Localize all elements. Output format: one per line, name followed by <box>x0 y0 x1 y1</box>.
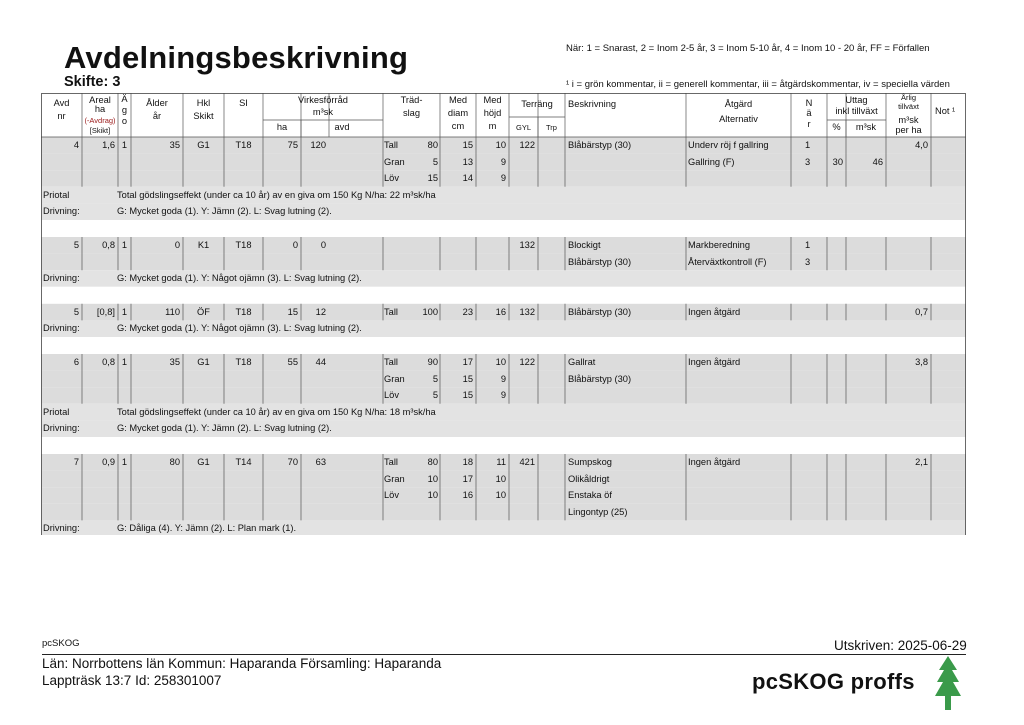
note-text: Total gödslingseffekt (under ca 10 år) av en giva om 150 Kg N/ha: 22 m³sk/ha <box>117 189 436 200</box>
header-nar-2: ä <box>806 108 812 118</box>
note-label: Priotal <box>43 406 70 417</box>
cell-si: T18 <box>235 306 252 317</box>
legend-comments: ¹ i = grön kommentar, ii = generell kommentar, iii = åtgärdskommentar, iv = speciella värden <box>566 79 950 90</box>
cell-atgard: Gallring (F) <box>688 156 735 167</box>
cell-atgard: Ingen åtgärd <box>688 457 741 467</box>
header-uttag-2: inkl tillväxt <box>835 106 878 116</box>
cell-tradslag: Löv <box>384 490 399 501</box>
cell-vha: 0 <box>292 240 298 250</box>
cell-hojd: 9 <box>500 173 506 184</box>
header-diam-cm: cm <box>451 121 465 131</box>
header-si: SI <box>239 98 248 108</box>
cell-hojd: 9 <box>500 156 506 167</box>
header-virkesforrad: Virkesförråd <box>298 95 348 105</box>
cell-avd: 4 <box>73 140 79 150</box>
header-areal: Areal <box>89 95 111 105</box>
cell-tradslag: Gran <box>384 156 405 167</box>
cell-diam: 13 <box>462 156 473 167</box>
cell-diam: 15 <box>462 390 473 401</box>
cell-beskrivning: Blåbärstyp (30) <box>568 306 632 317</box>
header-areal-sub: [Skikt] <box>89 126 111 135</box>
cell-diam: 17 <box>462 357 473 367</box>
cell-si: T18 <box>235 140 252 150</box>
cell-atgard: Återväxtkontroll (F) <box>688 256 767 267</box>
cell-vha: 55 <box>287 357 298 367</box>
cell-tradslag-pct: 10 <box>427 490 438 501</box>
header-hojd: Med <box>483 95 502 105</box>
printed-date: Utskriven: 2025-06-29 <box>834 638 967 653</box>
header-avd-nr: nr <box>57 111 66 121</box>
cell-hojd: 10 <box>495 357 506 367</box>
cell-beskrivning: Blåbärstyp (30) <box>568 373 632 384</box>
cell-ago: 1 <box>121 357 128 367</box>
header-hkl-skikt: Skikt <box>193 111 214 121</box>
cell-tillv: 0,7 <box>915 306 928 317</box>
cell-si: T14 <box>235 457 252 467</box>
header-hojd-m: m <box>488 121 497 131</box>
cell-gyl: 421 <box>519 457 535 467</box>
cell-diam: 17 <box>462 473 473 484</box>
header-diam: Med <box>448 95 468 105</box>
note-label: Drivning: <box>43 423 80 434</box>
cell-vha: 70 <box>287 457 298 467</box>
cell-avd: 5 <box>73 306 79 317</box>
cell-hojd: 9 <box>500 373 506 384</box>
note-label: Drivning: <box>43 273 80 284</box>
header-beskrivning: Beskrivning <box>568 99 617 109</box>
note-text: G: Dåliga (4). Y: Jämn (2). L: Plan mark (1). <box>117 523 297 534</box>
cell-tillv: 3,8 <box>915 357 928 367</box>
header-avd: Avd <box>53 98 70 108</box>
cell-diam: 23 <box>462 306 473 317</box>
cell-gyl: 132 <box>519 240 535 250</box>
cell-nar: 3 <box>805 156 811 167</box>
header-alder-ar: år <box>152 111 162 121</box>
cell-tillv: 4,0 <box>915 140 928 150</box>
cell-tradslag-pct: 5 <box>432 373 438 384</box>
header-atgard: Åtgärd <box>724 99 753 109</box>
cell-vha: 15 <box>287 306 298 317</box>
table-content <box>41 93 966 535</box>
header-tillvaxt: Årlig <box>900 93 916 102</box>
header-areal-ha: ha <box>94 104 106 114</box>
header-alder: Ålder <box>146 98 168 108</box>
footer-app-name: pcSKOG <box>42 638 80 649</box>
cell-beskrivning: Olikåldrigt <box>568 473 610 484</box>
header-uttag-m3: m³sk <box>855 122 877 132</box>
cell-gyl: 122 <box>519 357 535 367</box>
header-ago-1: Ä <box>121 94 128 104</box>
header-nar-3: r <box>807 119 811 129</box>
cell-nar: 1 <box>805 240 811 250</box>
cell-tradslag: Löv <box>384 173 399 184</box>
cell-hkl: ÖF <box>197 306 210 317</box>
cell-areal: 0,8 <box>102 240 115 250</box>
cell-ago: 1 <box>121 306 128 317</box>
cell-tradslag-pct: 10 <box>427 473 438 484</box>
header-ago-2: g <box>121 105 128 115</box>
cell-atgard: Ingen åtgärd <box>688 357 741 367</box>
cell-alder: 35 <box>169 357 180 367</box>
cell-diam: 14 <box>462 173 473 184</box>
note-text: G: Mycket goda (1). Y: Något ojämn (3). L: Svag lutning (2). <box>117 323 362 334</box>
cell-alder: 35 <box>169 140 180 150</box>
cell-areal: 1,6 <box>102 140 115 150</box>
cell-vavd: 12 <box>315 306 326 317</box>
stand-description-table <box>41 93 966 535</box>
cell-nar: 1 <box>805 140 811 150</box>
cell-hojd: 10 <box>495 490 506 501</box>
header-tillvaxt-3: m³sk <box>898 115 919 125</box>
cell-tradslag: Gran <box>384 473 405 484</box>
cell-alder: 80 <box>169 457 180 467</box>
page-title: Avdelningsbeskrivning <box>64 40 409 75</box>
cell-diam: 15 <box>462 140 473 150</box>
cell-tradslag-pct: 15 <box>427 173 438 184</box>
note-text: Total gödslingseffekt (under ca 10 år) av en giva om 150 Kg N/ha: 18 m³sk/ha <box>117 406 436 417</box>
cell-tradslag-pct: 100 <box>422 306 438 317</box>
cell-atgard: Ingen åtgärd <box>688 306 741 317</box>
cell-hojd: 16 <box>495 306 506 317</box>
cell-beskrivning: Blåbärstyp (30) <box>568 256 632 267</box>
cell-vavd: 120 <box>310 140 326 150</box>
cell-si: T18 <box>235 240 252 250</box>
cell-hkl: G1 <box>197 457 210 467</box>
header-diam-2: diam <box>447 108 469 118</box>
cell-hojd: 10 <box>495 473 506 484</box>
cell-si: T18 <box>235 357 252 367</box>
location-line: Län: Norrbottens län Kommun: Haparanda Församling: Haparanda <box>42 656 442 671</box>
cell-hkl: K1 <box>197 240 210 250</box>
header-gyl: GYL <box>515 123 531 132</box>
cell-beskrivning: Lingontyp (25) <box>568 506 628 517</box>
cell-nar: 3 <box>805 256 811 267</box>
cell-uttag_m3: 46 <box>872 156 883 167</box>
cell-tradslag-pct: 80 <box>427 457 438 467</box>
cell-hkl: G1 <box>197 357 210 367</box>
cell-tradslag-pct: 5 <box>432 156 438 167</box>
cell-alder: 110 <box>165 306 180 317</box>
cell-beskrivning: Enstaka öf <box>568 490 612 501</box>
header-uttag: Uttag <box>845 95 868 105</box>
cell-hojd: 11 <box>496 457 506 467</box>
header-virke-unit: m³sk <box>312 107 334 117</box>
cell-diam: 15 <box>462 373 473 384</box>
cell-vha: 75 <box>287 140 298 150</box>
cell-beskrivning: Sumpskog <box>568 457 612 467</box>
header-virke-ha: ha <box>276 122 288 132</box>
cell-diam: 18 <box>462 457 473 467</box>
header-trp: Trp <box>546 123 557 132</box>
cell-tradslag: Tall <box>384 457 398 467</box>
cell-gyl: 132 <box>519 306 535 317</box>
cell-ago: 1 <box>121 240 128 250</box>
note-label: Drivning: <box>43 523 80 534</box>
cell-ago: 1 <box>121 140 128 150</box>
cell-tradslag: Tall <box>384 357 398 367</box>
cell-hojd: 10 <box>495 140 506 150</box>
note-label: Drivning: <box>43 206 80 217</box>
property-line: Lappträsk 13:7 Id: 258301007 <box>42 673 222 688</box>
cell-tradslag-pct: 80 <box>427 140 438 150</box>
header-tillvaxt-4: per ha <box>895 125 922 135</box>
cell-hojd: 9 <box>500 390 506 401</box>
header-virke-avd: avd <box>334 122 350 132</box>
header-ago-3: o <box>121 116 128 126</box>
cell-ago: 1 <box>121 457 128 467</box>
header-tillvaxt-2: tillväxt <box>898 102 919 111</box>
header-areal-note: (-Avdrag) <box>84 116 116 125</box>
cell-areal: 0,9 <box>102 457 115 467</box>
header-tradslag: Träd- <box>400 95 423 105</box>
header-tradslag-2: slag <box>402 108 421 118</box>
cell-vavd: 44 <box>315 357 326 367</box>
cell-areal: [0,8] <box>96 306 115 317</box>
header-atgard-alt: Alternativ <box>719 114 758 124</box>
cell-tradslag: Löv <box>384 390 399 401</box>
cell-tradslag-pct: 5 <box>432 390 438 401</box>
cell-avd: 6 <box>73 357 79 367</box>
header-not: Not ¹ <box>935 106 956 116</box>
brand-name: pcSKOG proffs <box>752 669 915 694</box>
cell-beskrivning: Blåbärstyp (30) <box>568 140 632 150</box>
footer-divider <box>42 654 966 655</box>
cell-areal: 0,8 <box>102 357 115 367</box>
cell-vavd: 63 <box>315 457 326 467</box>
cell-tradslag: Gran <box>384 373 405 384</box>
note-text: G: Mycket goda (1). Y: Jämn (2). L: Svag lutning (2). <box>117 206 332 217</box>
cell-tradslag: Tall <box>384 140 398 150</box>
cell-avd: 5 <box>73 240 79 250</box>
cell-beskrivning: Gallrat <box>568 357 596 367</box>
cell-atgard: Underv röj f gallring <box>688 140 769 150</box>
cell-avd: 7 <box>73 457 79 467</box>
header-nar-1: N <box>805 98 813 108</box>
cell-tillv: 2,1 <box>915 457 928 467</box>
cell-alder: 0 <box>174 240 180 250</box>
legend-when: När: 1 = Snarast, 2 = Inom 2-5 år, 3 = Inom 5-10 år, 4 = Inom 10 - 20 år, FF = Förfallen <box>566 43 930 54</box>
cell-hkl: G1 <box>197 140 210 150</box>
header-hojd-2: höjd <box>483 108 502 118</box>
spruce-tree-icon <box>935 656 961 717</box>
cell-vavd: 0 <box>320 240 326 250</box>
cell-atgard: Markberedning <box>688 240 751 250</box>
cell-tradslag-pct: 90 <box>427 357 438 367</box>
cell-uttag_pct: 30 <box>832 156 843 167</box>
cell-gyl: 122 <box>519 140 535 150</box>
page-subtitle: Skifte: 3 <box>64 74 121 90</box>
cell-tradslag: Tall <box>384 306 398 317</box>
note-text: G: Mycket goda (1). Y: Något ojämn (3). L: Svag lutning (2). <box>117 273 362 284</box>
note-label: Priotal <box>43 189 70 200</box>
header-terrang: Terräng <box>521 99 553 109</box>
cell-diam: 16 <box>462 490 473 501</box>
cell-beskrivning: Blockigt <box>568 240 601 250</box>
note-label: Drivning: <box>43 323 80 334</box>
header-hkl: Hkl <box>196 98 211 108</box>
header-uttag-pct: % <box>832 122 841 132</box>
note-text: G: Mycket goda (1). Y: Jämn (2). L: Svag lutning (2). <box>117 423 332 434</box>
